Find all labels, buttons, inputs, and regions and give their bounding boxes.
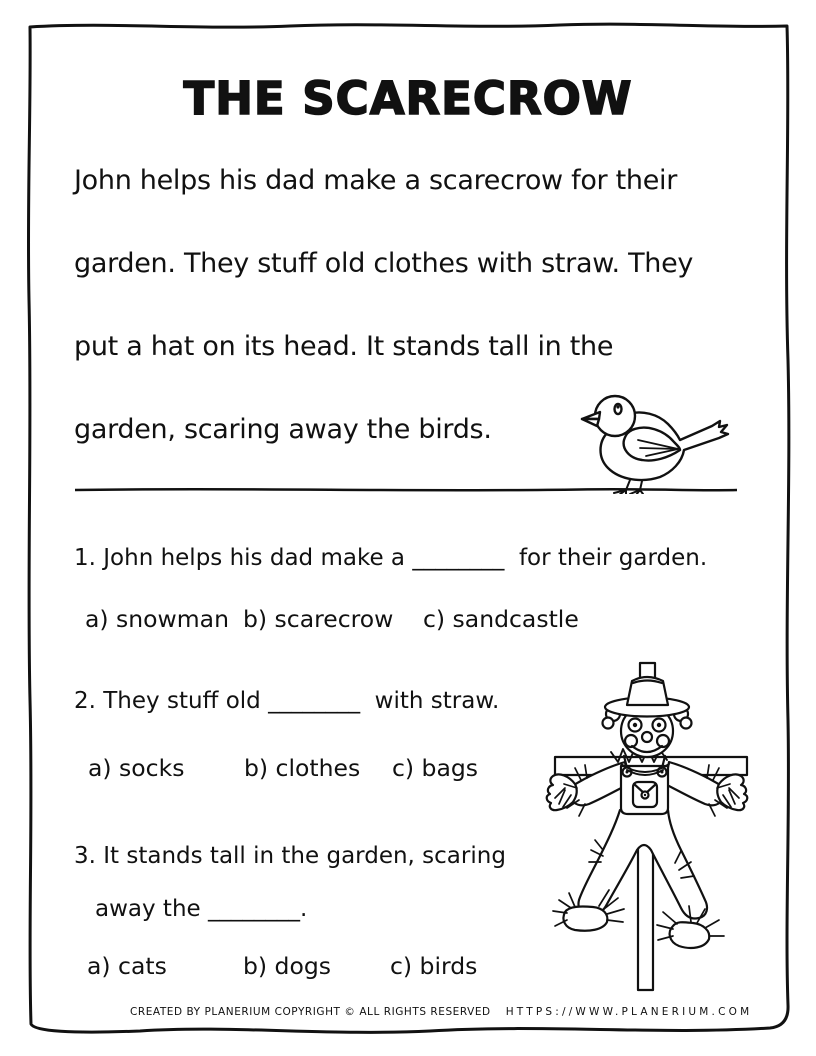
answer-option: a) cats: [87, 952, 167, 980]
answer-option: b) scarecrow: [243, 605, 394, 633]
passage-line: put a hat on its head. It stands tall in the: [74, 331, 614, 362]
answer-option: c) bags: [392, 754, 479, 782]
question-text: 2. They stuff old ________ with straw.: [74, 688, 500, 714]
question-text: away the ________.: [95, 896, 308, 922]
answer-option: a) snowman: [85, 605, 229, 633]
footer-url: HTTPS://WWW.PLANERIUM.COM: [505, 1006, 753, 1018]
footer: [130, 1006, 752, 1018]
passage-line: garden, scaring away the birds.: [74, 414, 492, 445]
passage-line: garden. They stuff old clothes with straw. They: [74, 248, 694, 279]
question-text: 3. It stands tall in the garden, scaring: [74, 843, 506, 869]
passage-line: John helps his dad make a scarecrow for their: [74, 165, 678, 196]
footer-credit: CREATED BY PLANERIUM COPYRIGHT © ALL RIGHTS RESERVED: [130, 1006, 491, 1018]
answer-option: c) birds: [390, 952, 478, 980]
bird-illustration: [572, 388, 734, 494]
answer-option: b) clothes: [244, 754, 361, 782]
scarecrow-illustration: [541, 658, 761, 993]
answer-option: a) socks: [88, 754, 185, 782]
answer-option: c) sandcastle: [423, 605, 579, 633]
answer-option: b) dogs: [243, 952, 332, 980]
question-text: 1. John helps his dad make a ________ for their garden.: [74, 545, 708, 571]
page-title: THE SCARECROW: [183, 72, 633, 125]
